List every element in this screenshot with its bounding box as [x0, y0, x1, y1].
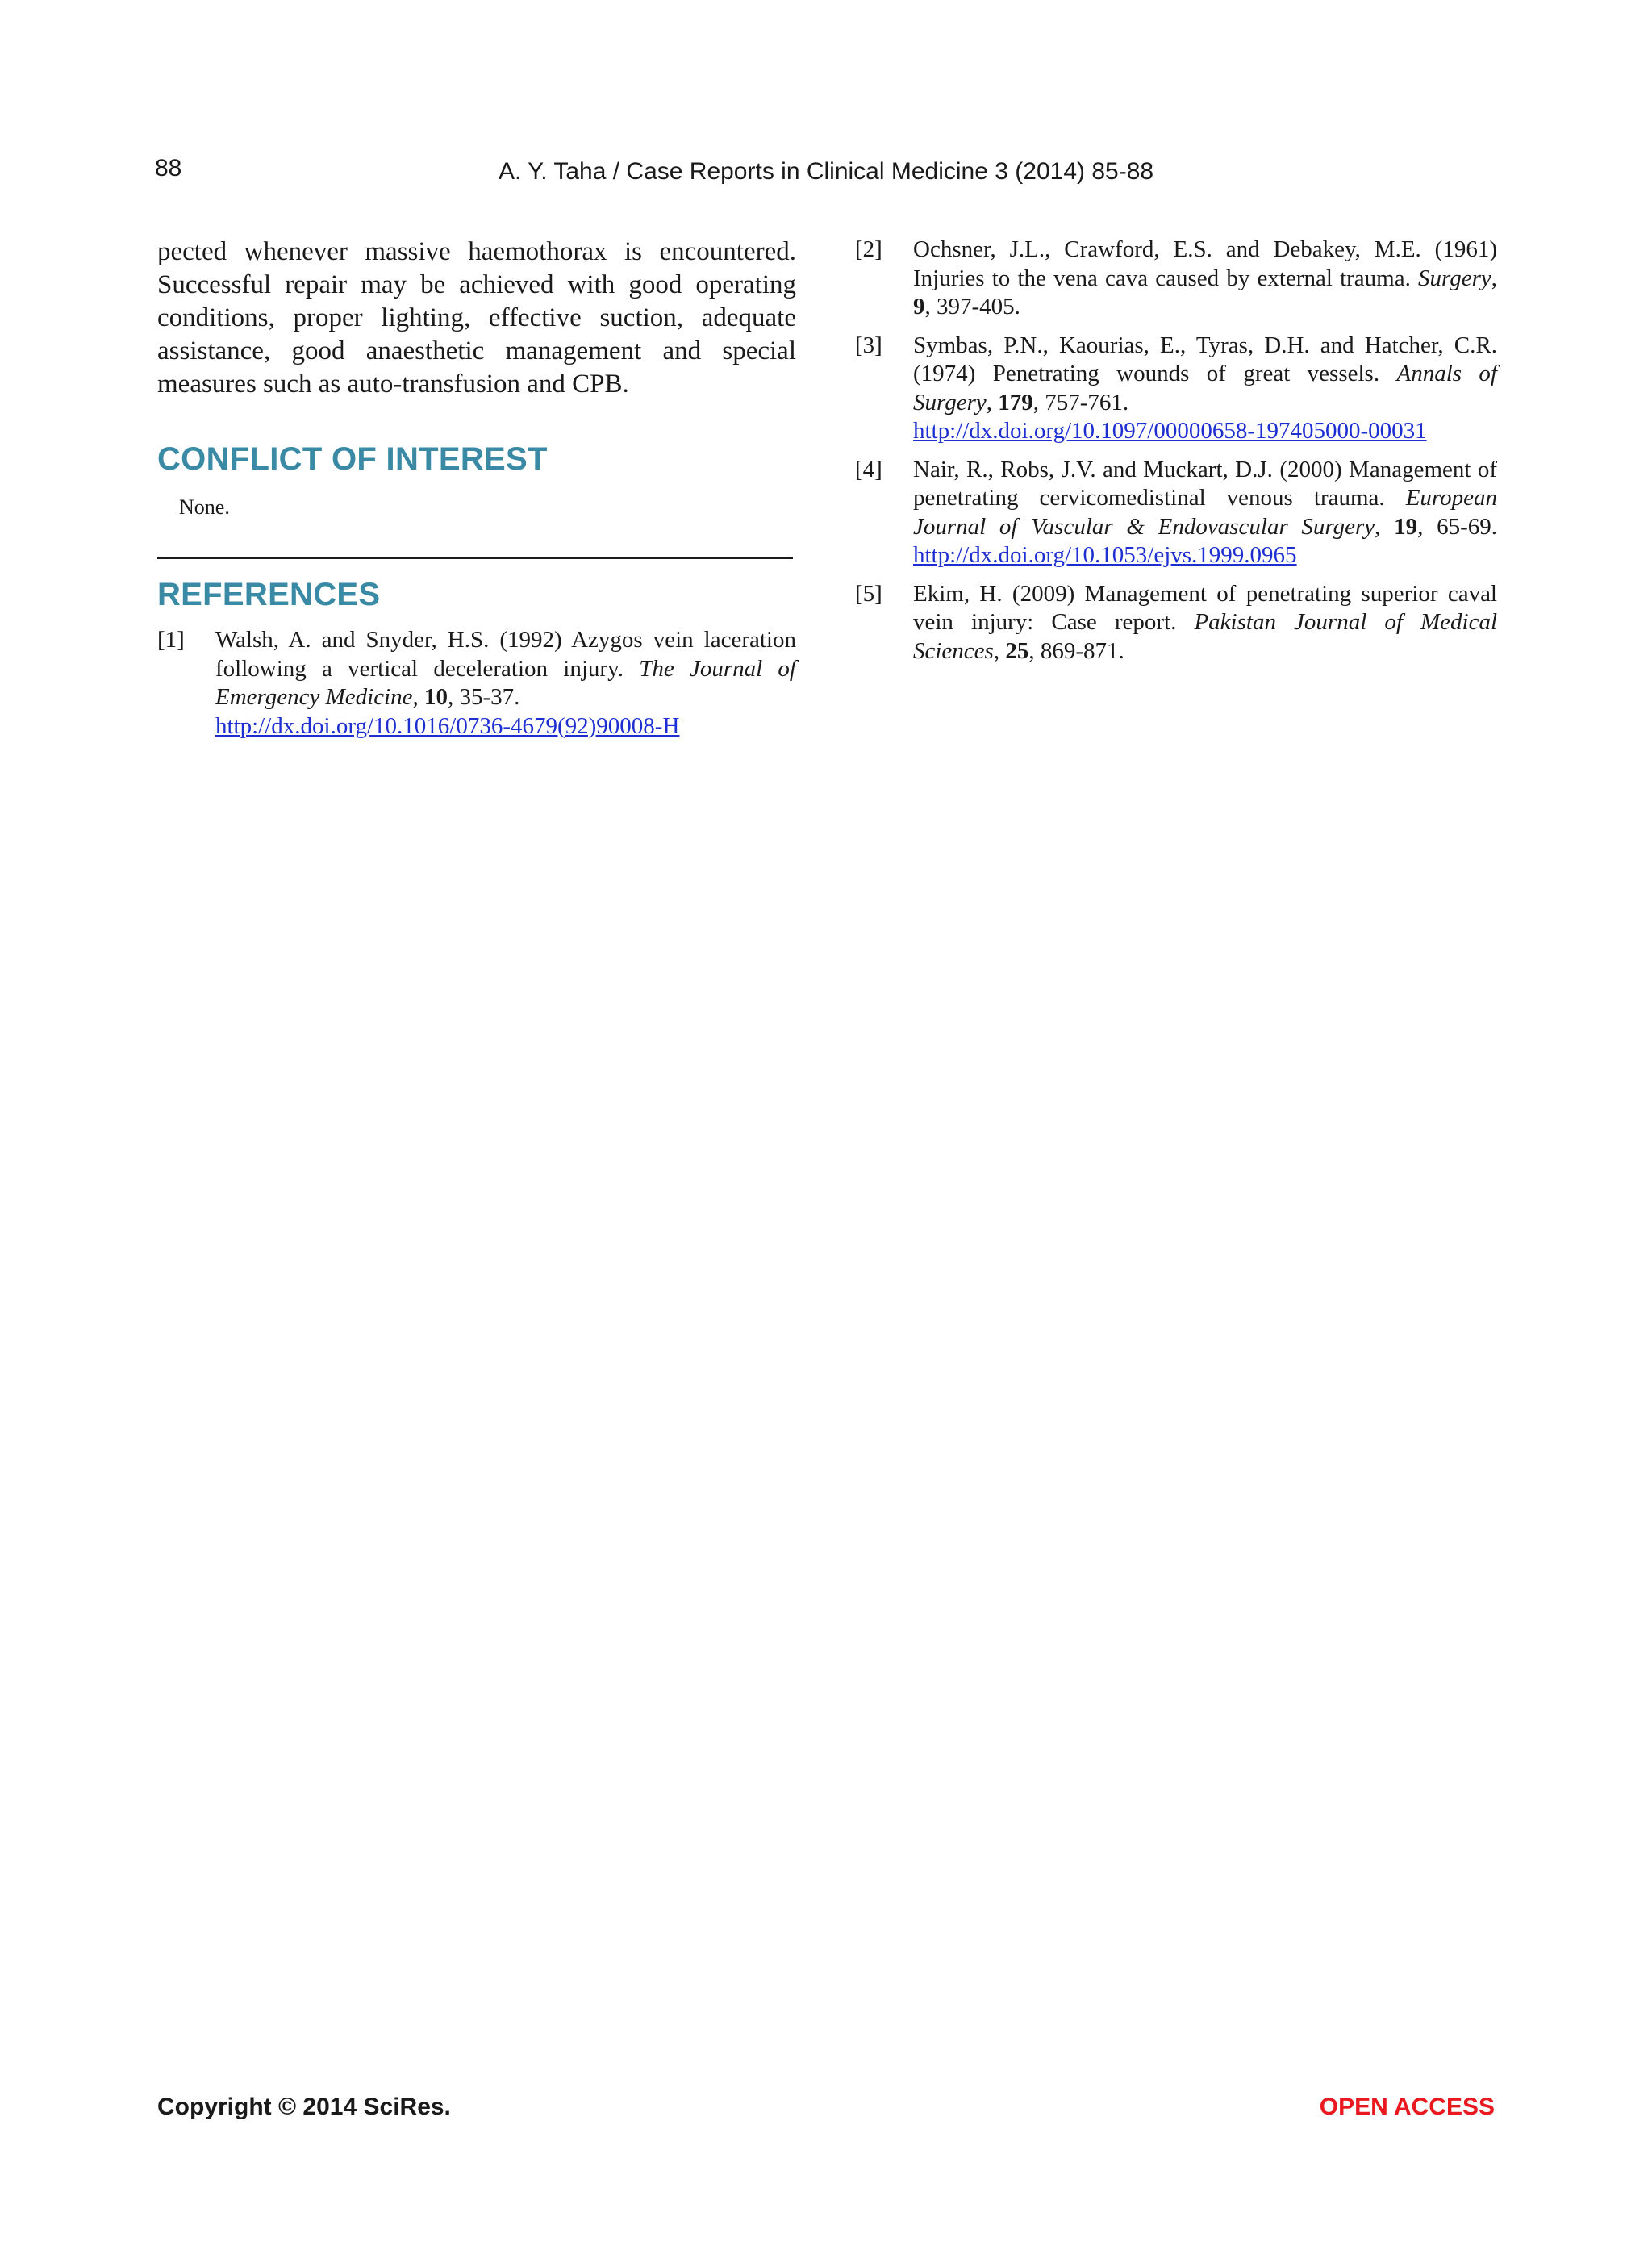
reference-item: [1] Walsh, A. and Snyder, H.S. (1992) Azygos vein laceration following a vertical deceleration injury. The Journal of Emergency Medicine, 10, 35-37. http://dx.doi.org/10.1016/0736-4679(92)90008-H [157, 627, 796, 739]
reference-number: [4] [855, 456, 882, 482]
reference-doi-link[interactable]: http://dx.doi.org/10.1097/00000658-197405000-00031 [913, 418, 1427, 444]
right-column [855, 236, 1497, 675]
open-access-label: OPEN ACCESS [1319, 2094, 1495, 2120]
reference-volume: 179 [998, 389, 1033, 415]
reference-item: [5] Ekim, H. (2009) Management of penetrating superior caval vein injury: Case report. Pakistan Journal of Medical Sciences, 25, 869-871. [855, 580, 1497, 664]
reference-authors-title: Symbas, P.N., Kaourias, E., Tyras, D.H. and Hatcher, C.R. (1974) Penetrating wounds of great vessels. [913, 332, 1497, 386]
reference-item: [2] Ochsner, J.L., Crawford, E.S. and Debakey, M.E. (1961) Injuries to the vena cava caused by external trauma. Surgery, 9, 397-405. [855, 236, 1497, 319]
footer-copyright: Copyright © 2014 SciRes. [157, 2094, 451, 2120]
references-heading: REFERENCES [157, 577, 381, 612]
reference-journal: European Journal of Vascular & Endovascular Surgery [913, 485, 1497, 540]
reference-journal: The Journal of Emergency Medicine [215, 655, 796, 710]
reference-item: [4] Nair, R., Robs, J.V. and Muckart, D.J. (2000) Management of penetrating cervicomedistinal venous trauma. European Journal of Vascular & Endovascular Surgery, 19, 65-69. http://dx.doi.org/10.1053/ejvs.1999.0965 [855, 456, 1497, 568]
left-column [157, 236, 796, 750]
reference-number: [2] [855, 236, 882, 262]
reference-pages: , 757-761. [1032, 389, 1129, 415]
conflict-of-interest-heading: CONFLICT OF INTEREST [157, 441, 548, 477]
reference-volume: 9 [913, 294, 925, 319]
page-number: 88 [155, 155, 182, 182]
reference-number: [1] [157, 627, 185, 653]
reference-journal: Surgery [1418, 265, 1491, 291]
reference-list-right [855, 236, 1497, 666]
reference-number: [5] [855, 580, 882, 607]
reference-authors-title: Ochsner, J.L., Crawford, E.S. and Debakey, M.E. (1961) Injuries to the vena cava caused by external trauma. [913, 236, 1497, 291]
reference-number: [3] [855, 332, 882, 358]
running-title: A. Y. Taha / Case Reports in Clinical Medicine 3 (2014) 85-88 [498, 158, 1154, 185]
reference-item: [3] Symbas, P.N., Kaourias, E., Tyras, D.H. and Hatcher, C.R. (1974) Penetrating wounds of great vessels. Annals of Surgery, 179, 757-761. http://dx.doi.org/10.1097/00000658-197405000-00031 [855, 332, 1497, 444]
reference-journal: Annals of Surgery [913, 361, 1497, 415]
reference-volume: 10 [424, 684, 448, 710]
reference-doi-link[interactable]: http://dx.doi.org/10.1053/ejvs.1999.0965 [913, 542, 1297, 568]
reference-list-left [157, 626, 796, 741]
section-divider [157, 557, 793, 559]
reference-doi-link[interactable]: http://dx.doi.org/10.1016/0736-4679(92)90008-H [215, 712, 680, 739]
body-paragraph: pected whenever massive haemothorax is encountered. Successful repair may be achieved with good operating conditions, proper lighting, effective suction, adequate assistance, good anaesthetic management and special measures such as auto-transfusion and CPB. [157, 237, 796, 399]
reference-authors-title: Walsh, A. and Snyder, H.S. (1992) Azygos vein laceration following a vertical deceleration injury. [215, 627, 796, 682]
conflict-of-interest-text: None. [179, 495, 230, 519]
reference-pages: , 397-405. [924, 294, 1020, 319]
reference-volume: 25 [1005, 637, 1029, 664]
reference-volume: 19 [1394, 513, 1418, 540]
reference-pages: , 65-69. [1417, 513, 1497, 540]
reference-pages: , 35-37. [448, 684, 520, 710]
reference-authors-title: Ekim, H. (2009) Management of penetrating superior caval vein injury: Case report. [913, 580, 1497, 635]
reference-pages: , 869-871. [1028, 637, 1124, 664]
reference-journal: Pakistan Journal of Medical Sciences [913, 609, 1497, 664]
reference-authors-title: Nair, R., Robs, J.V. and Muckart, D.J. (2000) Management of penetrating cervicomedistinal venous trauma. [913, 456, 1497, 511]
